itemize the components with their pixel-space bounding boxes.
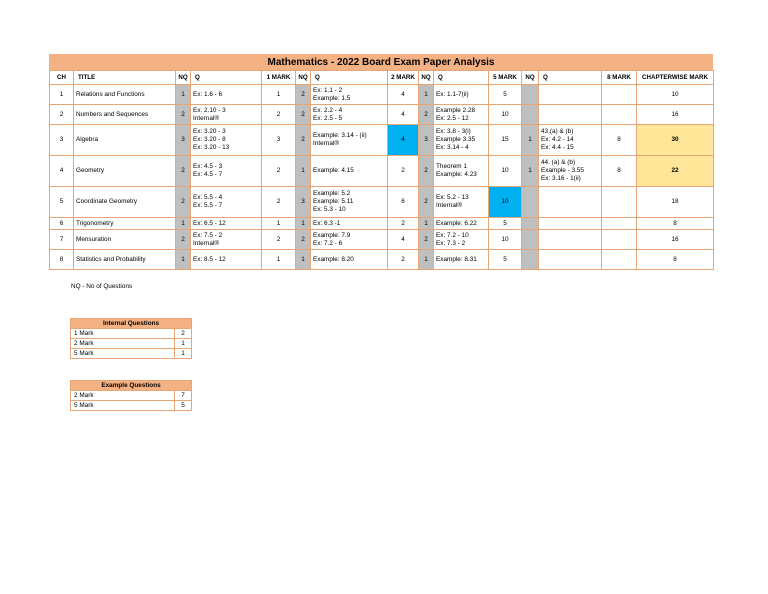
marks-2: 4 bbox=[388, 125, 419, 156]
chapter-title: Geometry bbox=[74, 156, 176, 187]
question-ref: Ex: 4.5 - 3 bbox=[193, 163, 223, 170]
question-ref: Ex: 1.1 - 2 bbox=[313, 86, 343, 94]
table-row bbox=[50, 187, 714, 218]
row-value: 1 bbox=[175, 349, 192, 359]
chapterwise-mark: 16 bbox=[637, 105, 714, 125]
questions-5-mark bbox=[434, 156, 489, 187]
nq-1-mark: 2 bbox=[176, 105, 191, 125]
questions-8-mark bbox=[539, 218, 602, 230]
marks-2: 2 bbox=[388, 218, 419, 230]
questions-1-mark bbox=[191, 187, 262, 218]
nq-2-mark: 2 bbox=[296, 125, 311, 156]
questions-5-mark bbox=[434, 85, 489, 105]
header-nq: NQ bbox=[419, 71, 434, 85]
question-ref: Ex: 6.3 -1 bbox=[313, 219, 341, 227]
questions-1-mark bbox=[191, 105, 262, 125]
question-ref: Internal® bbox=[193, 114, 220, 122]
header-title: TITLE bbox=[74, 71, 176, 85]
nq-8-mark: 1 bbox=[522, 156, 539, 187]
row-label: 1 Mark bbox=[71, 329, 175, 339]
questions-1-mark bbox=[191, 85, 262, 105]
nq-5-mark: 2 bbox=[419, 230, 434, 250]
nq-2-mark: 1 bbox=[296, 156, 311, 187]
table-row bbox=[50, 105, 714, 125]
questions-2-mark bbox=[311, 105, 388, 125]
marks-8 bbox=[602, 187, 637, 218]
question-ref: Ex: 1.1-7(ii) bbox=[436, 90, 469, 98]
chapter-number: 3 bbox=[50, 125, 74, 156]
table-row bbox=[71, 349, 192, 359]
nq-2-mark: 3 bbox=[296, 187, 311, 218]
questions-2-mark bbox=[311, 230, 388, 250]
chapter-number: 8 bbox=[50, 250, 74, 270]
marks-2: 4 bbox=[388, 230, 419, 250]
chapterwise-mark: 16 bbox=[637, 230, 714, 250]
marks-8 bbox=[602, 85, 637, 105]
row-label: 2 Mark bbox=[71, 339, 175, 349]
questions-5-mark bbox=[434, 105, 489, 125]
marks-8 bbox=[602, 218, 637, 230]
chapter-number: 1 bbox=[50, 85, 74, 105]
marks-2: 4 bbox=[388, 105, 419, 125]
chapter-title: Coordinate Geometry bbox=[74, 187, 176, 218]
table-row bbox=[71, 329, 192, 339]
question-ref: Example: 8.31 bbox=[436, 255, 477, 263]
questions-8-mark bbox=[539, 156, 602, 187]
nq-5-mark: 1 bbox=[419, 218, 434, 230]
marks-8: 8 bbox=[602, 125, 637, 156]
table-row bbox=[50, 230, 714, 250]
nq-2-mark: 2 bbox=[296, 105, 311, 125]
chapterwise-mark: 8 bbox=[637, 250, 714, 270]
questions-5-mark bbox=[434, 218, 489, 230]
marks-8 bbox=[602, 250, 637, 270]
marks-1: 1 bbox=[262, 218, 296, 230]
question-ref: Ex: 7.2 - 10 bbox=[436, 231, 469, 239]
header-q: Q bbox=[539, 71, 602, 85]
nq-5-mark: 2 bbox=[419, 105, 434, 125]
questions-1-mark bbox=[191, 125, 262, 156]
question-ref: 43.(a) & (b) bbox=[541, 128, 574, 135]
question-ref: Ex: 8.5 - 12 bbox=[193, 255, 226, 263]
nq-5-mark: 3 bbox=[419, 125, 434, 156]
nq-8-mark bbox=[522, 218, 539, 230]
header-ch: CH bbox=[50, 71, 74, 85]
chapter-title: Algebra bbox=[74, 125, 176, 156]
questions-5-mark bbox=[434, 250, 489, 270]
nq-2-mark: 2 bbox=[296, 230, 311, 250]
header-chapterwise-mark: CHAPTERWISE MARK bbox=[637, 71, 714, 85]
chapter-title: Trigonometry bbox=[74, 218, 176, 230]
question-ref: Ex: 3.8 - 3(i) bbox=[436, 128, 471, 135]
question-ref: Example: 8.20 bbox=[313, 255, 354, 263]
question-ref: Example 3.35 bbox=[436, 136, 476, 143]
question-ref: Ex: 5.3 - 10 bbox=[313, 206, 346, 213]
marks-1: 1 bbox=[262, 85, 296, 105]
marks-2: 2 bbox=[388, 250, 419, 270]
question-ref: Ex: 3.14 - 4 bbox=[436, 144, 469, 151]
questions-2-mark bbox=[311, 125, 388, 156]
question-ref: Example: 6.22 bbox=[436, 219, 477, 227]
row-label: 5 Mark bbox=[71, 349, 175, 359]
questions-2-mark bbox=[311, 250, 388, 270]
header-q: Q bbox=[311, 71, 388, 85]
nq-5-mark: 2 bbox=[419, 156, 434, 187]
question-ref: Ex: 7.2 - 6 bbox=[313, 239, 343, 247]
nq-8-mark bbox=[522, 85, 539, 105]
question-ref: Ex: 2.5 - 12 bbox=[436, 114, 469, 122]
questions-8-mark bbox=[539, 230, 602, 250]
chapter-title: Numbers and Sequences bbox=[74, 105, 176, 125]
chapter-number: 4 bbox=[50, 156, 74, 187]
question-ref: Ex: 3.20 - 3 bbox=[193, 128, 226, 135]
nq-2-mark: 1 bbox=[296, 218, 311, 230]
nq-8-mark bbox=[522, 105, 539, 125]
marks-5: 5 bbox=[489, 85, 522, 105]
row-label: 5 Mark bbox=[71, 401, 175, 411]
row-value: 5 bbox=[175, 401, 192, 411]
marks-1: 2 bbox=[262, 187, 296, 218]
questions-2-mark bbox=[311, 85, 388, 105]
chapter-number: 2 bbox=[50, 105, 74, 125]
table-row bbox=[71, 391, 192, 401]
marks-5: 10 bbox=[489, 230, 522, 250]
questions-1-mark bbox=[191, 230, 262, 250]
table-row bbox=[50, 218, 714, 230]
example-questions-title: Example Questions bbox=[71, 381, 192, 391]
marks-5: 5 bbox=[489, 250, 522, 270]
questions-1-mark bbox=[191, 218, 262, 230]
question-ref: Example: 5.11 bbox=[313, 198, 354, 205]
nq-1-mark: 2 bbox=[176, 187, 191, 218]
table-row bbox=[50, 156, 714, 187]
questions-5-mark bbox=[434, 230, 489, 250]
nq-8-mark: 1 bbox=[522, 125, 539, 156]
question-ref: Internal® bbox=[193, 239, 220, 247]
nq-2-mark: 2 bbox=[296, 85, 311, 105]
marks-5: 15 bbox=[489, 125, 522, 156]
header-row bbox=[50, 71, 714, 85]
questions-8-mark bbox=[539, 187, 602, 218]
table-row bbox=[50, 85, 714, 105]
header-5-mark: 5 MARK bbox=[489, 71, 522, 85]
marks-5: 10 bbox=[489, 187, 522, 218]
questions-8-mark bbox=[539, 250, 602, 270]
chapter-number: 7 bbox=[50, 230, 74, 250]
row-value: 1 bbox=[175, 339, 192, 349]
question-ref: Ex: 5.2 - 13 bbox=[436, 194, 469, 201]
analysis-table bbox=[49, 70, 714, 270]
marks-1: 1 bbox=[262, 250, 296, 270]
nq-1-mark: 1 bbox=[176, 218, 191, 230]
questions-1-mark bbox=[191, 250, 262, 270]
nq-8-mark bbox=[522, 230, 539, 250]
header-2-mark: 2 MARK bbox=[388, 71, 419, 85]
questions-2-mark bbox=[311, 218, 388, 230]
question-ref: Example 2.28 bbox=[436, 106, 476, 114]
header-nq: NQ bbox=[176, 71, 191, 85]
chapter-number: 6 bbox=[50, 218, 74, 230]
question-ref: Ex: 3.20 - 8 bbox=[193, 136, 226, 143]
chapter-title: Mensuration bbox=[74, 230, 176, 250]
questions-2-mark bbox=[311, 187, 388, 218]
row-label: 2 Mark bbox=[71, 391, 175, 401]
chapterwise-mark: 8 bbox=[637, 218, 714, 230]
question-ref: Ex: 3.16 - 1(ii) bbox=[541, 175, 581, 182]
chapterwise-mark: 22 bbox=[637, 156, 714, 187]
marks-5: 10 bbox=[489, 105, 522, 125]
nq-1-mark: 1 bbox=[176, 250, 191, 270]
marks-8: 8 bbox=[602, 156, 637, 187]
header-1-mark: 1 MARK bbox=[262, 71, 296, 85]
question-ref: Ex: 4.4 - 15 bbox=[541, 144, 574, 151]
table-row bbox=[71, 401, 192, 411]
marks-2: 6 bbox=[388, 187, 419, 218]
questions-8-mark bbox=[539, 105, 602, 125]
question-ref: Ex: 6.5 - 12 bbox=[193, 219, 226, 227]
question-ref: Ex: 4.2 - 14 bbox=[541, 136, 574, 143]
chapterwise-mark: 18 bbox=[637, 187, 714, 218]
question-ref: 44. (a) & (b) bbox=[541, 159, 576, 166]
question-ref: Ex: 1.6 - 6 bbox=[193, 90, 223, 98]
table-row bbox=[71, 339, 192, 349]
header-8-mark: 8 MARK bbox=[602, 71, 637, 85]
header-q: Q bbox=[191, 71, 262, 85]
nq-2-mark: 1 bbox=[296, 250, 311, 270]
marks-2: 4 bbox=[388, 85, 419, 105]
marks-2: 2 bbox=[388, 156, 419, 187]
table-row bbox=[50, 250, 714, 270]
question-ref: Ex: 3.20 - 13 bbox=[193, 144, 230, 151]
marks-8 bbox=[602, 230, 637, 250]
question-ref: Ex: 5.5 - 4 bbox=[193, 194, 223, 201]
question-ref: Example: 4.23 bbox=[436, 171, 477, 178]
question-ref: Ex: 5.5 - 7 bbox=[193, 202, 223, 209]
header-q: Q bbox=[434, 71, 489, 85]
question-ref: Example: 1.5 bbox=[313, 94, 351, 102]
question-ref: Example - 3.55 bbox=[541, 167, 584, 174]
marks-1: 2 bbox=[262, 230, 296, 250]
question-ref: Ex: 2.5 - 5 bbox=[313, 114, 343, 122]
internal-questions-table bbox=[70, 318, 192, 359]
marks-1: 2 bbox=[262, 105, 296, 125]
nq-5-mark: 1 bbox=[419, 250, 434, 270]
question-ref: Internal® bbox=[436, 202, 463, 209]
row-value: 7 bbox=[175, 391, 192, 401]
question-ref: Ex: 2.10 - 3 bbox=[193, 106, 226, 114]
questions-2-mark bbox=[311, 156, 388, 187]
questions-5-mark bbox=[434, 187, 489, 218]
marks-5: 5 bbox=[489, 218, 522, 230]
header-nq: NQ bbox=[522, 71, 539, 85]
questions-1-mark bbox=[191, 156, 262, 187]
question-ref: Ex: 2.2 - 4 bbox=[313, 106, 343, 114]
questions-8-mark bbox=[539, 125, 602, 156]
sheet-title: Mathematics - 2022 Board Exam Paper Analysis bbox=[49, 54, 713, 70]
question-ref: Internal® bbox=[313, 140, 340, 147]
question-ref: Theorem 1 bbox=[436, 163, 467, 170]
question-ref: Ex: 7.3 - 2 bbox=[436, 239, 466, 247]
nq-legend-note: NQ - No of Questions bbox=[71, 283, 133, 290]
question-ref: Example: 3.14 - (ii) bbox=[313, 132, 367, 139]
row-value: 2 bbox=[175, 329, 192, 339]
nq-8-mark bbox=[522, 187, 539, 218]
internal-questions-title: Internal Questions bbox=[71, 319, 192, 329]
marks-1: 2 bbox=[262, 156, 296, 187]
questions-8-mark bbox=[539, 85, 602, 105]
chapter-title: Relations and Functions bbox=[74, 85, 176, 105]
chapter-number: 5 bbox=[50, 187, 74, 218]
nq-1-mark: 3 bbox=[176, 125, 191, 156]
question-ref: Example: 5.2 bbox=[313, 190, 351, 197]
question-ref: Example: 7.9 bbox=[313, 231, 351, 239]
nq-1-mark: 1 bbox=[176, 85, 191, 105]
marks-5: 10 bbox=[489, 156, 522, 187]
question-ref: Ex: 7.5 - 2 bbox=[193, 231, 223, 239]
chapter-title: Statistics and Probability bbox=[74, 250, 176, 270]
chapterwise-mark: 10 bbox=[637, 85, 714, 105]
header-nq: NQ bbox=[296, 71, 311, 85]
nq-5-mark: 1 bbox=[419, 85, 434, 105]
question-ref: Example: 4.15 bbox=[313, 167, 354, 174]
questions-5-mark bbox=[434, 125, 489, 156]
example-questions-table bbox=[70, 380, 192, 411]
nq-5-mark: 2 bbox=[419, 187, 434, 218]
nq-8-mark bbox=[522, 250, 539, 270]
nq-1-mark: 2 bbox=[176, 230, 191, 250]
table-row bbox=[50, 125, 714, 156]
marks-1: 3 bbox=[262, 125, 296, 156]
chapterwise-mark: 30 bbox=[637, 125, 714, 156]
question-ref: Ex: 4.5 - 7 bbox=[193, 171, 223, 178]
marks-8 bbox=[602, 105, 637, 125]
nq-1-mark: 2 bbox=[176, 156, 191, 187]
